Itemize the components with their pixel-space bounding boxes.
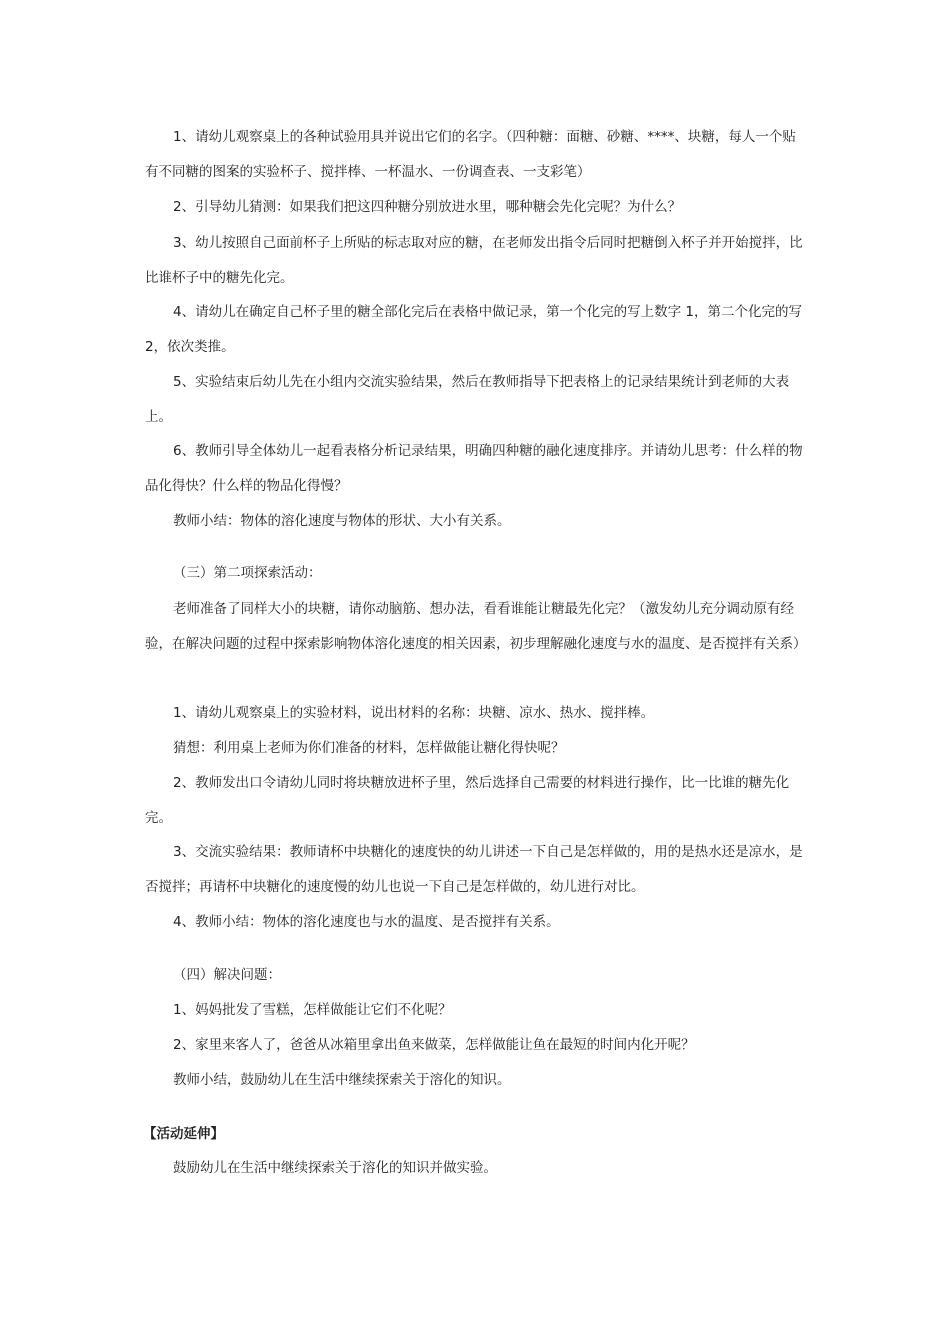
section-3-step-3: 3、交流实验结果：教师请杯中块糖化的速度快的幼儿讲述一下自己是怎样做的，用的是热水还是凉水，是否搅拌；再请杯中块糖化的速度慢的幼儿也说一下自己是怎样做的，幼儿进行对比。: [145, 844, 803, 895]
step-1-paragraph: 1、请幼儿观察桌上的各种试验用具并说出它们的名字。（四种糖：面糖、砂糖、****、块糖，每人一个贴有不同糖的图案的实验杯子、搅拌棒、一杯温水、一份调查表、一支彩笔）: [145, 129, 796, 180]
summary-paragraph: 教师小结：物体的溶化速度与物体的形状、大小有关系。: [173, 513, 511, 529]
section-3-step-4: 4、教师小结：物体的溶化速度也与水的温度、是否搅拌有关系。: [173, 914, 560, 930]
extension-heading: 【活动延伸】: [143, 1126, 224, 1142]
section-4-question-2: 2、家里来客人了，爸爸从冰箱里拿出鱼来做菜，怎样做能让鱼在最短的时间内化开呢？: [173, 1037, 695, 1053]
step-3-paragraph: 3、幼儿按照自己面前杯子上所贴的标志取对应的糖，在老师发出指令后同时把糖倒入杯子并开始搅拌，比比谁杯子中的糖先化完。: [145, 235, 803, 286]
section-4-heading: （四）解决问题：: [173, 967, 281, 983]
section-3-step-2: 2、教师发出口令请幼儿同时将块糖放进杯子里，然后选择自己需要的材料进行操作，比一比谁的糖先化完。: [145, 775, 790, 826]
section-4-question-1: 1、妈妈批发了雪糕，怎样做能让它们不化呢？: [173, 1002, 452, 1018]
step-2-paragraph: 2、引导幼儿猜测：如果我们把这四种糖分别放进水里，哪种糖会先化完呢？为什么？: [173, 199, 682, 215]
extension-text: 鼓励幼儿在生活中继续探索关于溶化的知识并做实验。: [173, 1160, 497, 1176]
step-5-paragraph: 5、实验结束后幼儿先在小组内交流实验结果，然后在教师指导下把表格上的记录结果统计到老师的大表上。: [145, 374, 790, 425]
step-6-paragraph: 6、教师引导全体幼儿一起看表格分析记录结果，明确四种糖的融化速度排序。并请幼儿思考：什么样的物品化得快？什么样的物品化得慢？: [145, 443, 803, 494]
section-3-step-1: 1、请幼儿观察桌上的实验材料，说出材料的名称：块糖、凉水、热水、搅拌棒。: [173, 705, 655, 721]
section-3-heading: （三）第二项探索活动：: [173, 565, 322, 581]
section-3-intro: 老师准备了同样大小的块糖，请你动脑筋、想办法，看看谁能让糖最先化完？（激发幼儿充分调动原有经验，在解决问题的过程中探索影响物体溶化速度的相关因素，初步理解融化速度与水的温度、是否搅拌有关系）: [145, 601, 807, 652]
section-4-summary: 教师小结，鼓励幼儿在生活中继续探索关于溶化的知识。: [173, 1072, 511, 1088]
guess-paragraph: 猜想：利用桌上老师为你们准备的材料，怎样做能让糖化得快呢？: [173, 740, 565, 756]
step-4-paragraph: 4、请幼儿在确定自己杯子里的糖全部化完后在表格中做记录，第一个化完的写上数字 1，第二个化完的写 2，依次类推。: [145, 304, 802, 355]
